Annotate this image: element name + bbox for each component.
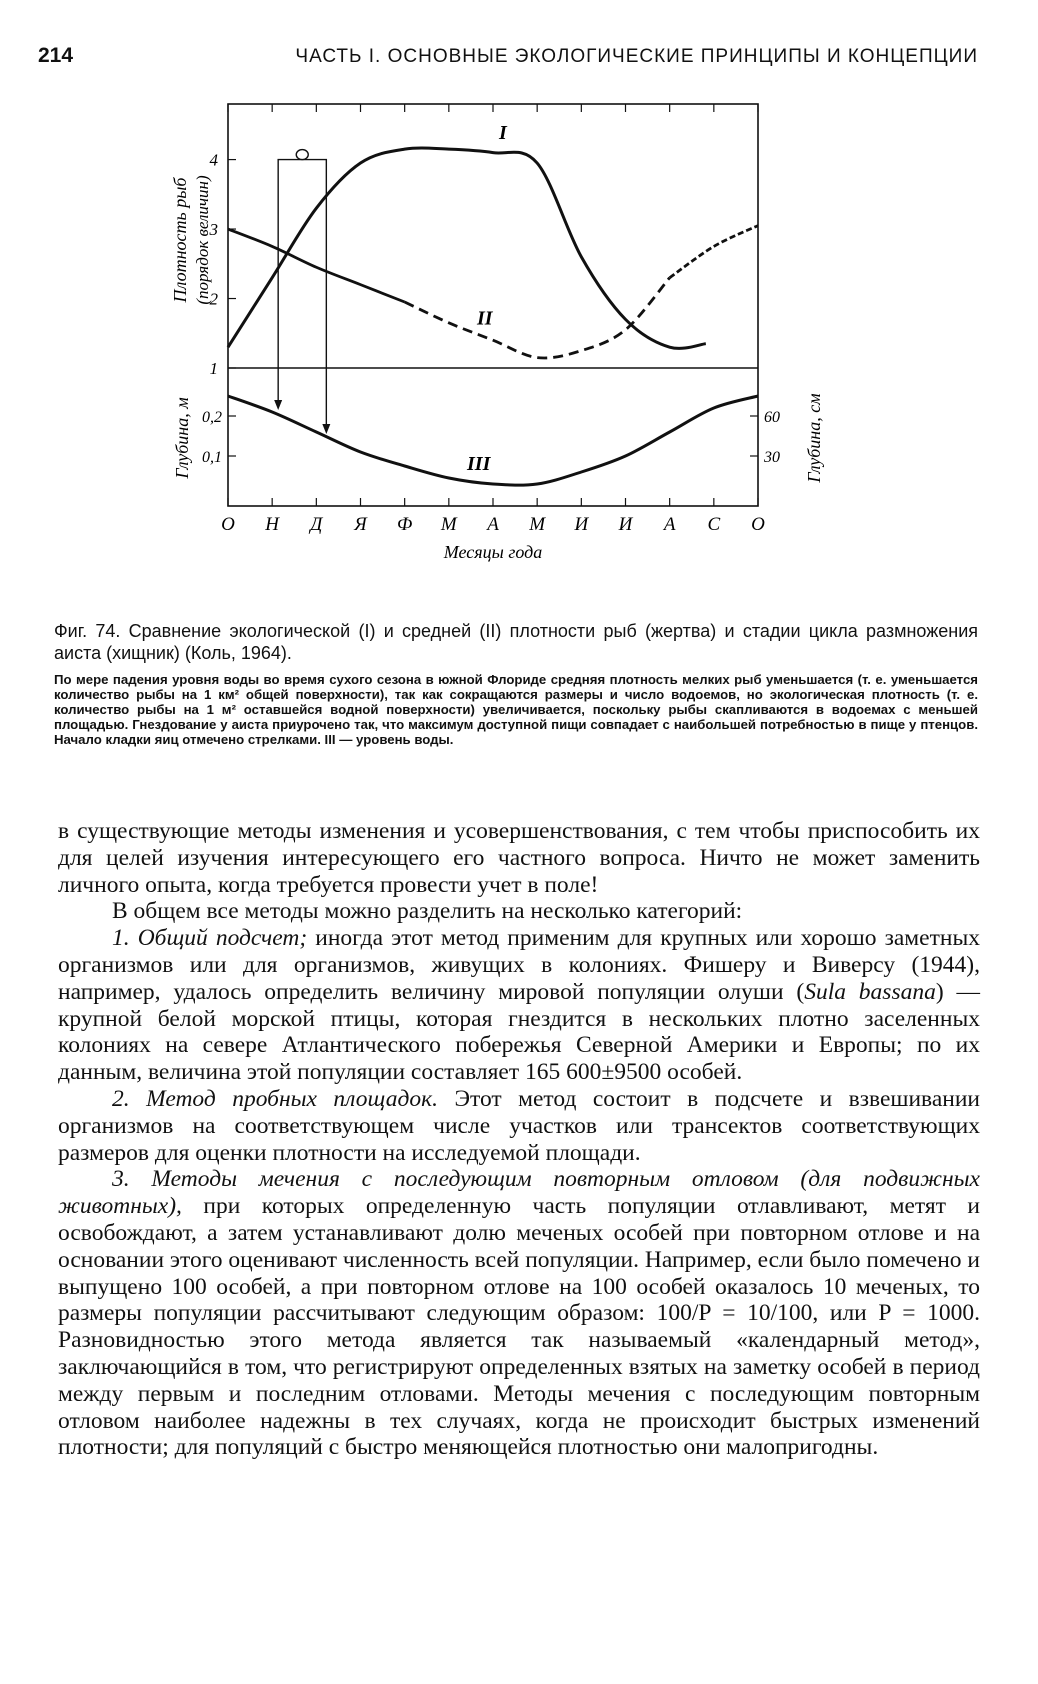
x-tick-label: Ф (397, 514, 413, 535)
figure-74 (160, 100, 900, 620)
series-III-line (228, 396, 758, 485)
curve-label-II: II (477, 307, 493, 330)
y-axis-label-top: Плотность рыб (170, 177, 190, 303)
x-tick-label: М (529, 514, 546, 535)
arrow-down-icon (322, 424, 330, 434)
x-tick-label: Д (310, 514, 323, 535)
method-1-text-a: иногда этот метод применим для крупных или хорошо заметных организмов или для организмов, живущих в колониях. Фишеру и Виверсу (1944), например, удалось определить величину мировой популяции олуши ( (58, 925, 980, 1005)
method-2-title: 2. Метод пробных площадок. (112, 1085, 439, 1112)
paragraph-1: в существующие методы изменения и усовершенствования, с тем чтобы приспособить их для целей изучения интересующего его частного вопроса. Ничто не может заменить личного опыта, когда требуется провести учет в поле! (58, 818, 980, 898)
species-name: Sula bassana (804, 978, 936, 1005)
paragraph-4 (58, 1086, 980, 1166)
x-tick-label: Я (354, 514, 367, 535)
arrow-down-icon (274, 400, 282, 410)
series-II-end (670, 226, 758, 278)
y-axis-label-bottom-left: Глубина, м (172, 397, 192, 479)
y-tick-label-bottom: 0,2 (202, 409, 222, 426)
x-tick-label: С (707, 514, 721, 535)
egg-icon (296, 150, 308, 160)
method-1-text-b: ) — крупной белой морской птицы, которая гнездится в нескольких плотно заселенных колониях на севере Атлантического побережья Северной Америки и Европы; по их данным, величина этой популяции составляет 165 600±9500 особей. (58, 978, 980, 1086)
series-II-line (228, 229, 405, 302)
y-axis-label-bottom-right: Глубина, см (804, 393, 824, 483)
x-tick-label: М (440, 514, 457, 535)
paragraph-5 (58, 1166, 980, 1461)
caption-title: Фиг. 74. Сравнение экологической (I) и средней (II) плотности рыб (жертва) и стадии цикла размножения аиста (хищник) (Коль, 1964). (54, 621, 978, 663)
body-text (58, 818, 980, 1461)
x-tick-label: А (487, 514, 499, 535)
series-I-line (228, 148, 706, 348)
caption-note: По мере падения уровня воды во время сухого сезона в южной Флориде средняя плотность мелких рыб уменьшается (т. е. уменьшается количество рыбы на 1 км² общей поверхности), так как сокращаются размеры и число водоемов, но экологическая плотность (т. е. количество рыбы на 1 м² оставшейся водной поверхности) увеличивается, поскольку рыбы скапливаются в водоемах с меньшей площадью. Гнездование у аиста приурочено так, что максимум доступной пищи совпадает с наибольшей потребностью в пище у птенцов. Начало кладки яиц отмечено стрелками. III — уровень воды. (54, 672, 978, 747)
y-tick-label-top: 2 (209, 289, 218, 309)
series-II-dashed (405, 278, 670, 358)
plot-frame (228, 104, 758, 506)
page-number: 214 (38, 44, 74, 67)
x-tick-label: И (618, 514, 633, 535)
method-1-title: 1. Общий подсчет; (112, 925, 308, 952)
x-tick-label: О (221, 514, 235, 535)
y-tick-label-top: 1 (209, 359, 218, 378)
running-head: ЧАСТЬ I. ОСНОВНЫЕ ЭКОЛОГИЧЕСКИЕ ПРИНЦИПЫ И КОНЦЕПЦИИ (295, 46, 978, 67)
method-3-text: при которых определенную часть популяции отлавливают, метят и освобождают, а затем устанавливают долю меченых особей при повторном отлове и на основании этого оценивают численность всей популяции. Например, если было помечено и выпущено 100 особей, а при повторном отлове на 100 особей оказалось 10 меченых, то размеры популяции рассчитывают следующим образом: 100/P = 10/100, или P = 1000. Разновидностью этого метода является так называемый «календарный метод», заключающийся в том, что регистрируют определенных взятых на заметку особей в период между первым и последним отловами. Методы мечения с последующим повторным отловом наиболее надежны в тех случаях, когда не происходит быстрых изменений плотности; для популяций с быстро меняющейся плотностью они малопригодны. (58, 1193, 980, 1461)
method-3-title: 3. Методы мечения с последующим повторным отловом (для подвижных животных), (58, 1166, 980, 1220)
y-tick-label-right: 30 (764, 449, 780, 466)
curve-label-I: I (499, 122, 507, 145)
x-tick-label: Н (265, 514, 280, 535)
y-axis-label-top-sub: (порядок величин) (193, 175, 212, 305)
x-tick-label: И (574, 514, 589, 535)
y-tick-label-right: 60 (764, 409, 780, 426)
x-tick-label: О (751, 514, 765, 535)
method-2-text: Этот метод состоит в подсчете и взвешивании организмов на соответствующем числе участков или трансектов соответствующих размеров для оценки плотности на исследуемой площади. (58, 1085, 980, 1166)
paragraph-3 (58, 925, 980, 1086)
y-tick-label-top: 4 (209, 150, 218, 170)
x-tick-label: А (663, 514, 676, 535)
nesting-bracket (278, 160, 326, 430)
y-tick-label-bottom: 0,1 (202, 449, 222, 466)
chart-svg (160, 100, 900, 620)
curve-label-III: III (467, 453, 491, 475)
y-tick-label-top: 3 (209, 220, 218, 240)
figure-caption (54, 620, 978, 747)
x-axis-label: Месяцы года (443, 542, 543, 562)
page-header (38, 44, 978, 80)
paragraph-2: В общем все методы можно разделить на несколько категорий: (112, 898, 743, 925)
